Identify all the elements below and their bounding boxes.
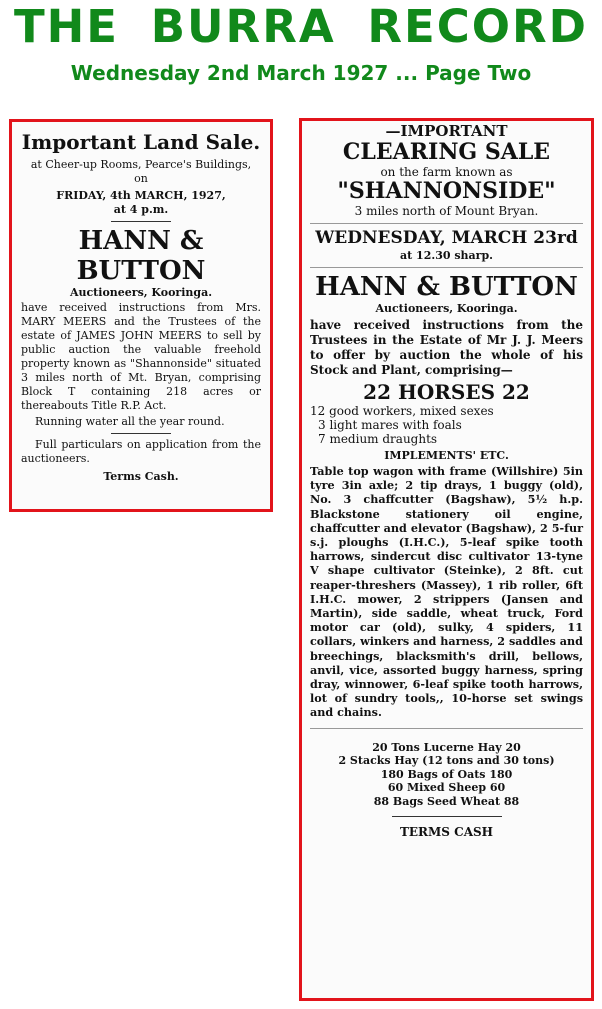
masthead xyxy=(0,0,602,86)
horses-heading: 22 HORSES 22 xyxy=(363,380,530,404)
clearing-pre-heading: —IMPORTANT xyxy=(385,122,508,140)
list-item: 7 medium draughts xyxy=(318,432,438,446)
clearing-headline: CLEARING SALE xyxy=(342,139,551,165)
divider xyxy=(310,223,583,224)
list-item: 20 Tons Lucerne Hay 20 xyxy=(372,740,521,754)
land-sale-firm-sub: Auctioneers, Kooringa. xyxy=(69,286,213,299)
clearing-body: have received instructions from the Trustees in the Estate of Mr J. J. Meers to offer by auction the whole of his Stock and Plant, comprising— xyxy=(310,318,583,377)
clearing-farm-known: on the farm known as xyxy=(380,165,513,179)
clearing-firm: HANN & BUTTON xyxy=(315,272,578,302)
clearing-location: 3 miles north of Mount Bryan. xyxy=(354,204,539,218)
clearing-terms: TERMS CASH xyxy=(399,825,494,840)
land-sale-water: Running water all the year round. xyxy=(35,415,225,428)
land-sale-time: at 4 p.m. xyxy=(113,203,169,216)
clearing-firm-sub: Auctioneers, Kooringa. xyxy=(375,302,518,315)
newspaper-title: THE BURRA RECORD xyxy=(13,0,589,53)
land-sale-terms: Terms Cash. xyxy=(103,470,179,483)
clearing-time: at 12.30 sharp. xyxy=(400,249,493,262)
list-item: 3 light mares with foals xyxy=(318,418,462,432)
land-sale-headline: Important Land Sale. xyxy=(21,130,261,154)
list-item: 88 Bags Seed Wheat 88 xyxy=(373,794,520,808)
implements-heading: IMPLEMENTS' ETC. xyxy=(384,449,509,462)
list-item: 180 Bags of Oats 180 xyxy=(380,767,513,781)
divider xyxy=(111,221,171,222)
produce-list xyxy=(310,741,583,809)
horses-list xyxy=(310,404,583,446)
clearing-date: WEDNESDAY, MARCH 23rd xyxy=(315,228,578,248)
land-sale-date: FRIDAY, 4th MARCH, 1927, xyxy=(56,189,226,202)
list-item: 2 Stacks Hay (12 tons and 30 tons) xyxy=(338,754,555,768)
divider xyxy=(392,816,502,817)
issue-date: Wednesday 2nd March 1927 ... Page Two xyxy=(70,61,532,85)
clearing-farm-name: "SHANNONSIDE" xyxy=(337,178,556,204)
clearing-sale-advertisement xyxy=(299,118,594,1001)
land-sale-body: have received instructions from Mrs. MARY MEERS and the Trustees of the estate of JAMES JOHN MEERS to sell by public auction the valuable freehold property known as "Shannonside" situated 3 miles north of Mt. Bryan, comprising Block T containing 218 acres or thereabouts Title R.P. Act. xyxy=(21,301,261,412)
land-sale-advertisement xyxy=(9,119,273,512)
list-item: 60 Mixed Sheep 60 xyxy=(387,781,506,795)
land-sale-particulars: Full particulars on application from the auctioneers. xyxy=(21,438,261,465)
land-sale-firm: HANN & BUTTON xyxy=(76,226,206,286)
divider xyxy=(111,433,171,434)
land-sale-venue: at Cheer-up Rooms, Pearce's Buildings, on xyxy=(30,158,252,185)
list-item: 12 good workers, mixed sexes xyxy=(310,404,494,418)
divider xyxy=(310,267,583,268)
implements-list: Table top wagon with frame (Willshire) 5in tyre 3in axle; 2 tip drays, 1 buggy (old), No. 3 chaffcutter (Bagshaw), 5½ h.p. Blackstone stationery oil engine, chaffcutter and elevator (Bagshaw), 2 5-fur s.j. ploughs (I.H.C.), 5-leaf spike tooth harrows, sindercut disc cultivator 13-tyne V shape cultivator (Steinke), 2 8ft. cut reaper-threshers (Massey), 1 rib roller, 6ft I.H.C. mower, 2 strippers (Jansen and Martin), side saddle, wheat truck, Ford motor car (old), sulky, 4 spiders, 11 collars, winkers and harness, 2 saddles and breechings, blacksmith's drill, bellows, anvil, vice, assorted buggy harness, spring dray, winnower, 6-leaf spike tooth harrows, lot of sundry tools,, 10-horse set swings and chains. xyxy=(310,464,583,720)
divider xyxy=(310,728,583,729)
